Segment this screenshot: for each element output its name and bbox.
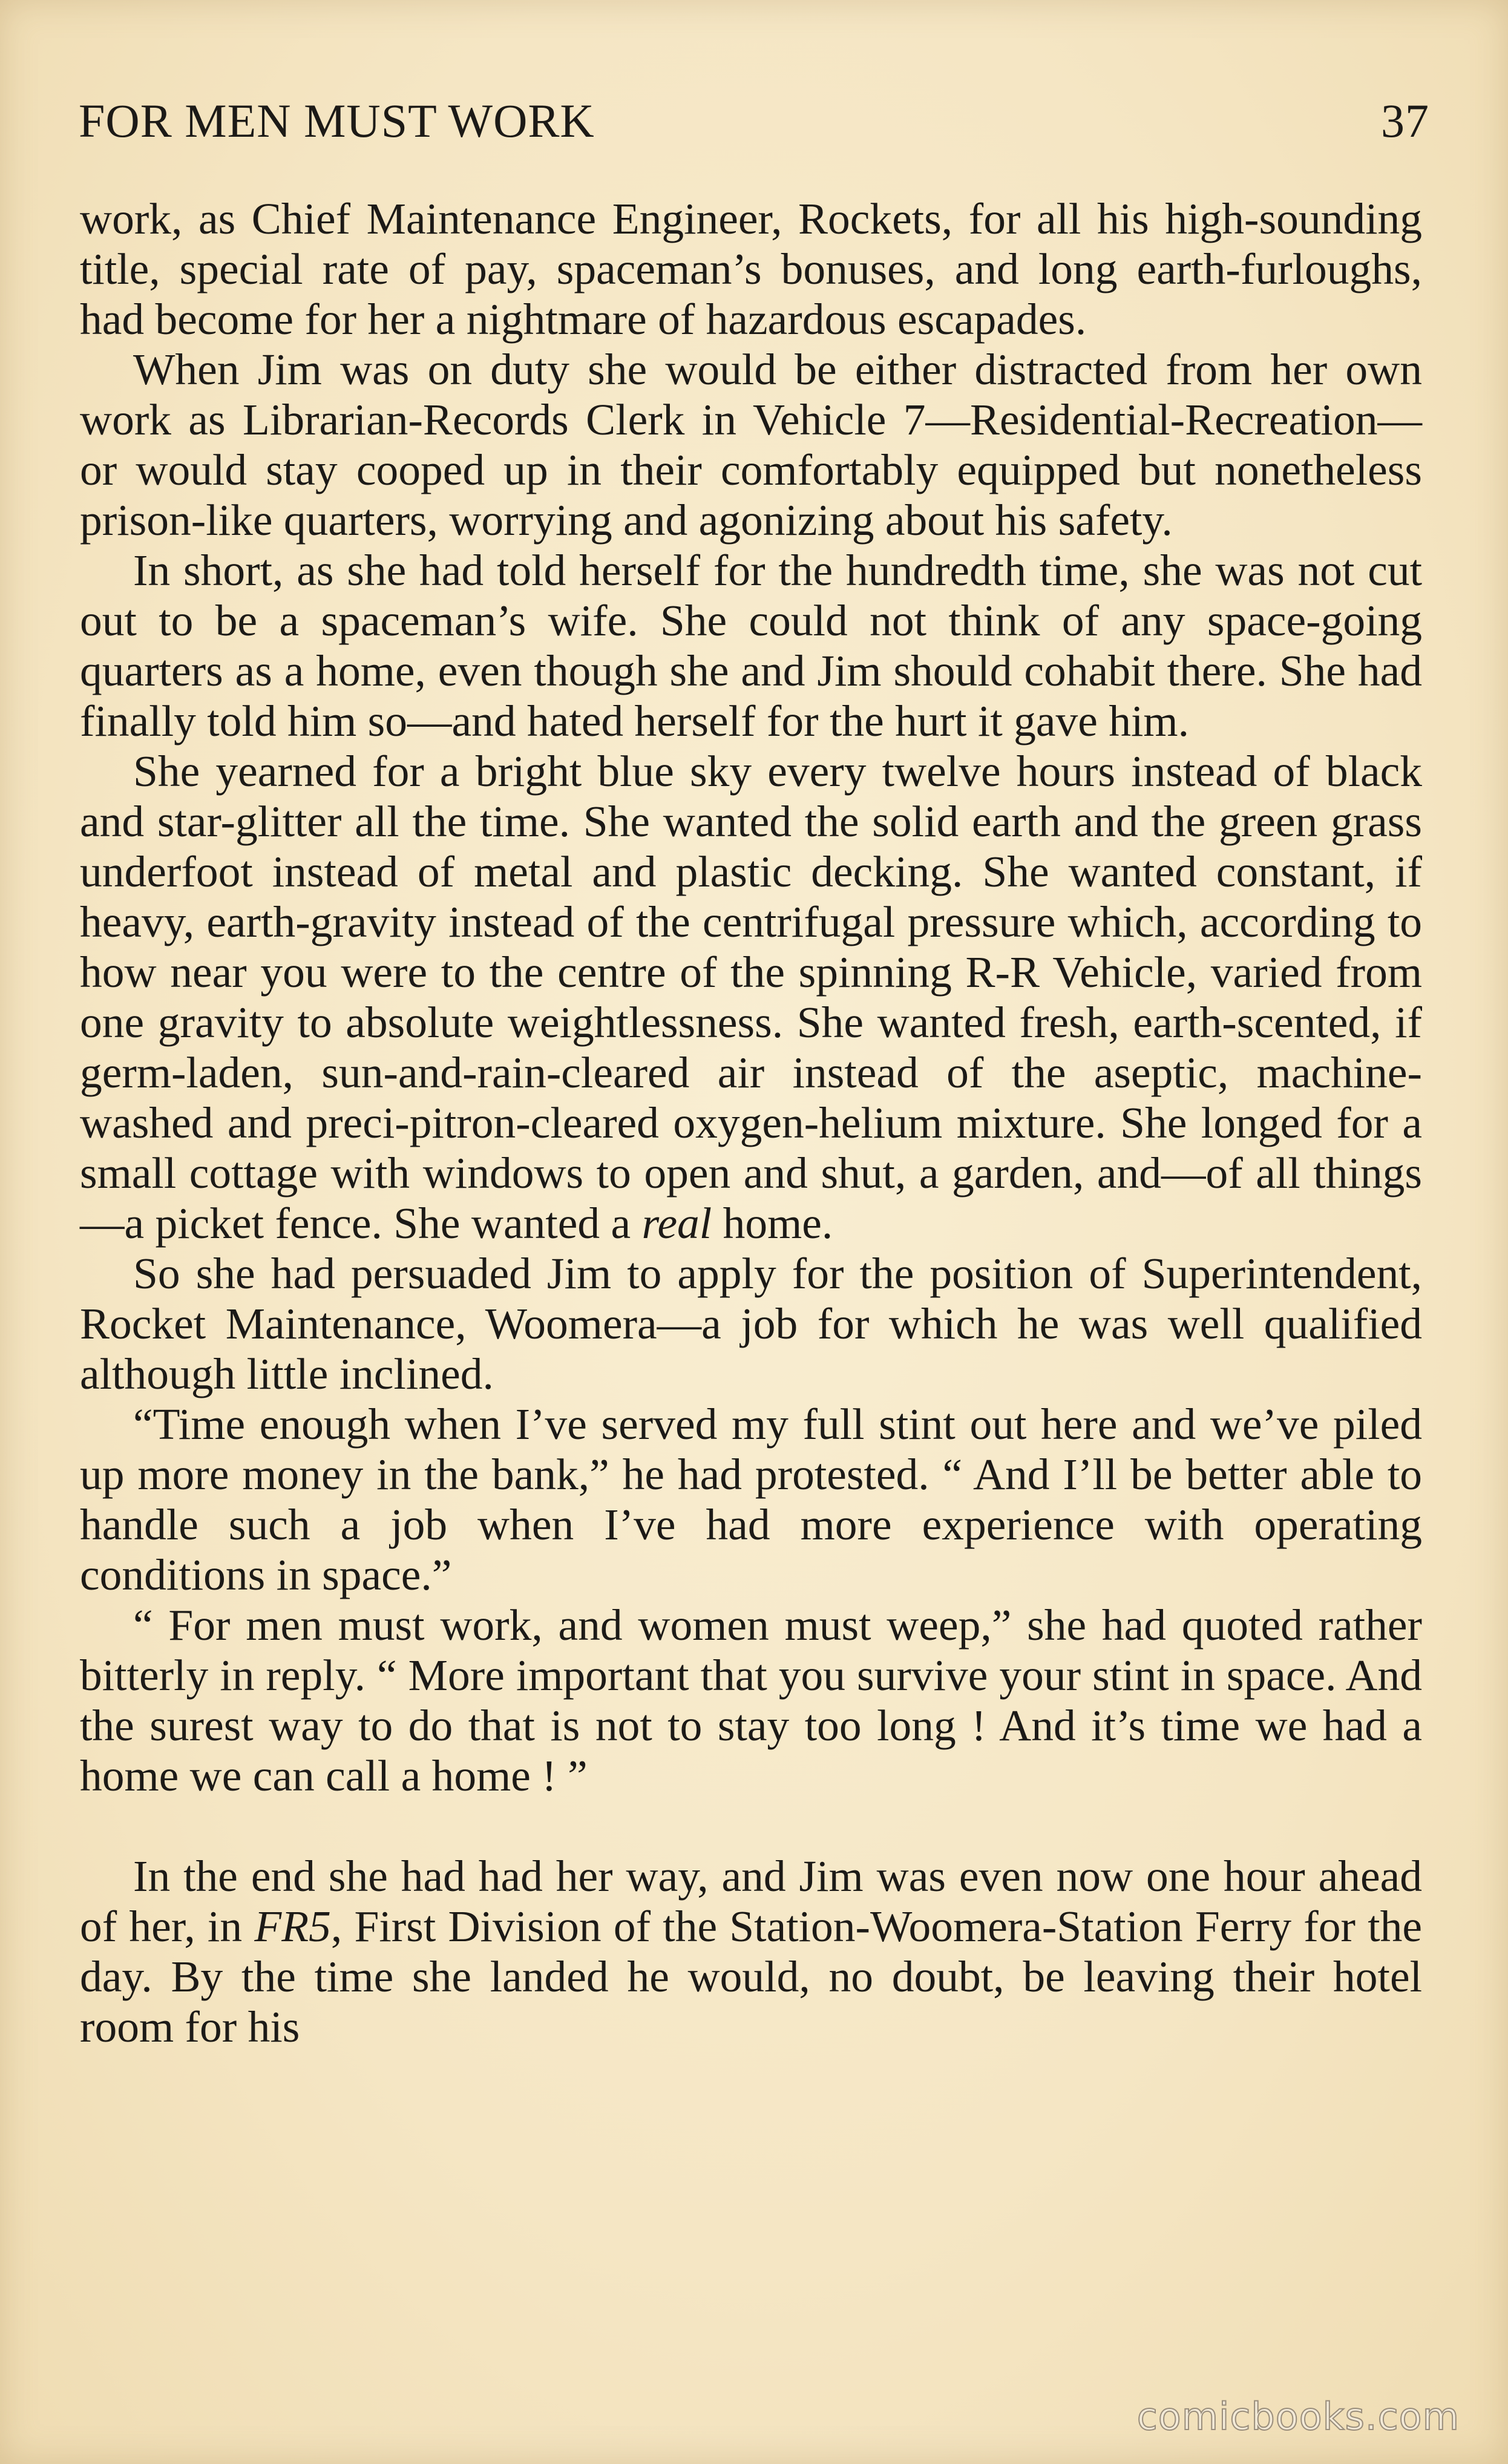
paragraph (80, 1851, 1422, 2052)
paragraph: In short, as she had told herself for the hundredth time, she was not cut out to be a spaceman’s wife. She could not think of any space-going quarters as a home, even though she and Jim should cohabit there. She had finally told him so—and hated herself for the hurt it gave him. (80, 546, 1422, 745)
paragraph-text: In the end she had had her way, and Jim was even now one hour ahead of her, in (80, 1852, 1422, 1951)
paragraph-text: , First Division of the Station-Woomera-Station Ferry for the day. By the time she landed he would, no doubt, be leaving their hotel room for his (80, 1902, 1422, 2051)
site-watermark: comicbooks.com (1136, 2394, 1460, 2439)
paragraph: “Time enough when I’ve served my full stint out here and we’ve piled up more money in the bank,” he had protested. “ And I’ll be better able to handle such a job when I’ve had more experience with operating conditions in space.” (80, 1400, 1422, 1599)
paragraph: So she had persuaded Jim to apply for the position of Superintendent, Rocket Maintenance, Woomera—a job for which he was well qualified although little inclined. (80, 1249, 1422, 1398)
paragraph: When Jim was on duty she would be either distracted from her own work as Librarian-Records Clerk in Vehicle 7—Residential-Recreation—or would stay cooped up in their comfortably equipped but nonetheless prison-like quarters, worrying and agonizing about his safety. (80, 345, 1422, 545)
italic-word: FR5 (254, 1902, 331, 1951)
section-break (80, 1801, 1422, 1851)
paragraph: “ For men must work, and women must weep,” she had quoted rather bitterly in reply. “ More important that you survive your stint in space. And the surest way to do that is not to stay too long ! And it’s time we had a home we can call a home ! ” (80, 1601, 1422, 1800)
paragraph-text: home. (712, 1199, 833, 1248)
running-header (79, 94, 1429, 154)
italic-word: real (641, 1199, 712, 1248)
body-text (80, 194, 1422, 2052)
paragraph: work, as Chief Maintenance Engineer, Rockets, for all his high-sounding title, special rate of pay, spaceman’s bonuses, and long earth-furloughs, had become for her a nightmare of hazardous escapades. (80, 194, 1422, 344)
paragraph-text: She yearned for a bright blue sky every twelve hours instead of black and star-glitter all the time. She wanted the solid earth and the green grass underfoot instead of metal and plastic decking. She wanted constant, if heavy, earth-gravity instead of the centrifugal pressure which, according to how near you were to the centre of the spinning R-R Vehicle, varied from one gravity to absolute weightlessness. She wanted fresh, earth-scented, if germ-laden, sun-and-rain-cleared air instead of the aseptic, machine-washed and preci-pitron-cleared oxygen-helium mixture. She longed for a small cottage with windows to open and shut, a garden, and—of all things—a picket fence. She wanted a (80, 747, 1422, 1248)
paragraph (80, 746, 1422, 1248)
page-number: 37 (1381, 94, 1429, 147)
running-title: FOR MEN MUST WORK (79, 94, 595, 147)
